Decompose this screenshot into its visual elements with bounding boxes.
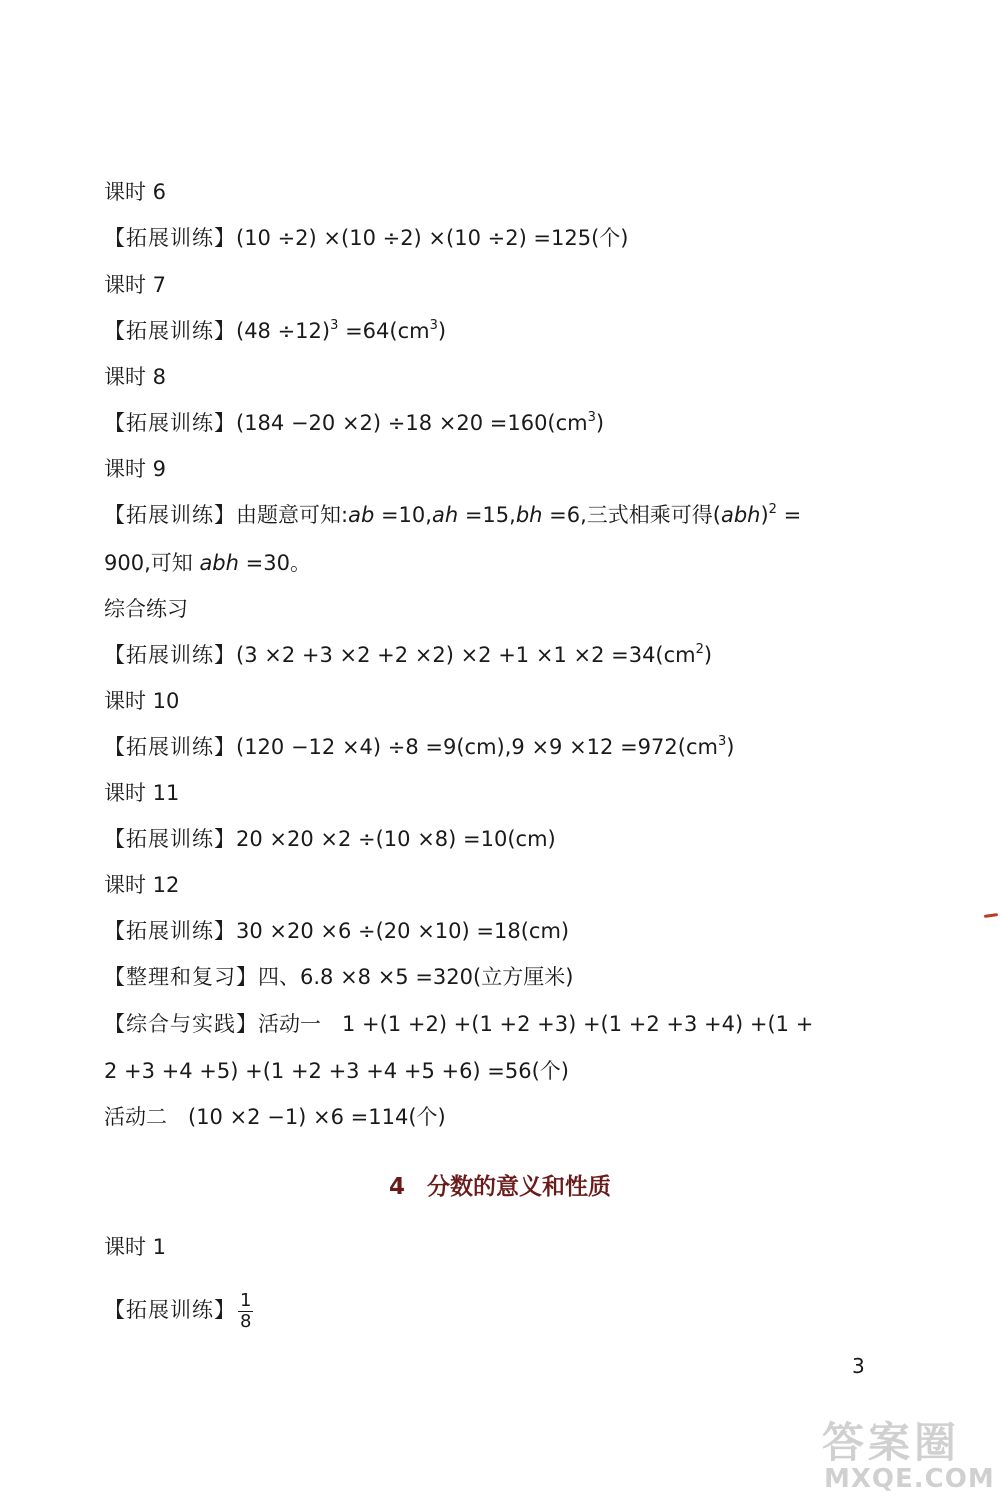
variable: abh xyxy=(199,551,239,575)
lesson-9-answer xyxy=(104,500,801,530)
tag-label: 【整理和复习】 xyxy=(104,965,258,989)
variable: abh xyxy=(720,503,761,527)
answer-text: (3 ×2 +3 ×2 +2 ×2) ×2 +1 ×1 ×2 =34(cm xyxy=(236,643,696,667)
answer-text: ) xyxy=(726,735,735,759)
answer-text: (184 −20 ×2) ÷18 ×20 =160(cm xyxy=(236,411,588,435)
lesson-8-heading: 课时 8 xyxy=(104,365,167,389)
page-number: 3 xyxy=(852,1354,865,1378)
answer-text: 四、6.8 ×8 ×5 =320(立方厘米) xyxy=(258,965,574,989)
lesson-8-answer xyxy=(104,408,604,438)
chapter4-lesson-1-answer xyxy=(104,1290,253,1332)
answer-text: =64(cm xyxy=(338,319,430,343)
variable: ah xyxy=(431,503,459,527)
chapter-title xyxy=(0,1168,1000,1201)
tag-label: 【拓展训练】 xyxy=(104,643,236,667)
variable: bh xyxy=(515,503,543,527)
comprehensive-answer xyxy=(104,640,712,670)
answer-text: = xyxy=(776,503,802,527)
answer-text: =30。 xyxy=(238,551,311,575)
answer-text: 由题意可知: xyxy=(236,503,349,527)
exponent: 2 xyxy=(695,642,704,657)
review-answer xyxy=(104,962,573,992)
lesson-12-answer xyxy=(104,916,569,946)
tag-label: 【综合与实践】 xyxy=(104,1012,258,1036)
exponent: 3 xyxy=(330,318,339,333)
tag-label: 【拓展训练】 xyxy=(104,735,236,759)
answer-text: 30 ×20 ×6 ÷(20 ×10) =18(cm) xyxy=(236,919,570,943)
exponent: 3 xyxy=(587,410,596,425)
answer-text: (10 ÷2) ×(10 ÷2) ×(10 ÷2) =125(个) xyxy=(236,226,629,250)
tag-label: 【拓展训练】 xyxy=(104,411,236,435)
answer-text: (48 ÷12) xyxy=(236,319,331,343)
answer-text: ) xyxy=(595,411,605,435)
lesson-11-answer xyxy=(104,824,556,854)
tag-label: 【拓展训练】 xyxy=(104,503,236,527)
lesson-7-heading: 课时 7 xyxy=(104,273,167,297)
tag-label: 【拓展训练】 xyxy=(104,226,236,250)
lesson-11-heading: 课时 11 xyxy=(104,781,180,805)
lesson-12-heading: 课时 12 xyxy=(104,873,180,897)
fraction-denominator: 8 xyxy=(240,1310,252,1332)
exponent: 3 xyxy=(429,318,438,333)
tag-label: 【拓展训练】 xyxy=(104,1298,236,1322)
answer-text: =15, xyxy=(458,503,516,527)
lesson-10-answer xyxy=(104,732,734,762)
answer-text: =10, xyxy=(374,503,432,527)
fraction-numerator: 1 xyxy=(240,1289,252,1311)
watermark-top-text: 答案圈 xyxy=(822,1418,961,1467)
exponent: 2 xyxy=(768,502,777,517)
fraction xyxy=(238,1291,253,1332)
chapter-name: 分数的意义和性质 xyxy=(427,1174,611,1200)
watermark-bottom-text: MXQE.COM xyxy=(824,1464,995,1494)
lesson-10-heading: 课时 10 xyxy=(104,689,180,713)
lesson-7-answer xyxy=(104,316,446,346)
lesson-9-answer-cont xyxy=(104,548,311,578)
answer-text: ) xyxy=(703,643,713,667)
red-pen-mark xyxy=(984,913,998,918)
lesson-9-heading: 课时 9 xyxy=(104,457,167,481)
answer-text: (120 −12 ×4) ÷8 =9(cm),9 ×9 ×12 =972(cm xyxy=(236,735,718,759)
tag-label: 【拓展训练】 xyxy=(104,827,236,851)
chapter-number: 4 xyxy=(388,1174,405,1200)
practice-answer xyxy=(104,1009,813,1039)
activity-2-answer: 活动二 (10 ×2 −1) ×6 =114(个) xyxy=(104,1105,446,1129)
comprehensive-heading: 综合练习 xyxy=(104,597,188,621)
answer-text: =6,三式相乘可得( xyxy=(542,503,721,527)
answer-text: 20 ×20 ×2 ÷(10 ×8) =10(cm) xyxy=(236,827,556,851)
chapter4-lesson-1-heading: 课时 1 xyxy=(104,1235,167,1259)
answer-text: ) xyxy=(437,319,447,343)
answer-text: ) xyxy=(760,503,769,527)
answer-text: 活动一 1 +(1 +2) +(1 +2 +3) +(1 +2 +3 +4) +(1 + xyxy=(258,1012,814,1036)
answer-text: 900,可知 xyxy=(104,551,200,575)
tag-label: 【拓展训练】 xyxy=(104,319,236,343)
watermark-logo xyxy=(810,1408,996,1498)
exponent: 3 xyxy=(717,734,727,749)
variable: ab xyxy=(348,503,375,527)
lesson-6-answer xyxy=(104,223,629,253)
practice-answer-cont: 2 +3 +4 +5) +(1 +2 +3 +4 +5 +6) =56(个) xyxy=(104,1059,570,1083)
tag-label: 【拓展训练】 xyxy=(104,919,236,943)
lesson-6-heading: 课时 6 xyxy=(104,180,167,204)
